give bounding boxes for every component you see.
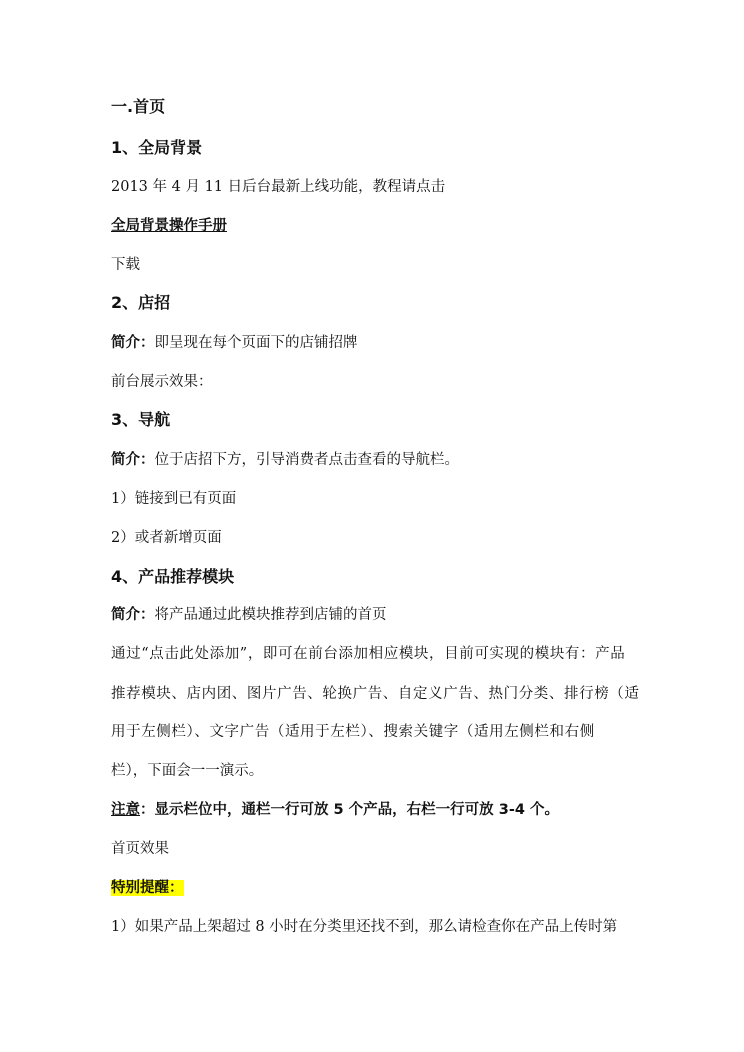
module-paragraph-line-2: 推荐模块、店内团、图片广告、轮换广告、自定义广告、热门分类、排行榜（适: [111, 686, 640, 702]
heading-product-recommend: 4、产品推荐模块: [111, 567, 235, 586]
store-sign-preview-label: 前台展示效果：: [111, 374, 213, 390]
intro-label: 简介：: [111, 607, 155, 623]
special-tip-item-1: 1）如果产品上架超过 8 小时在分类里还找不到，那么请检查你在产品上传时第: [111, 919, 618, 935]
intro-label: 简介：: [111, 335, 155, 351]
navigation-intro: [111, 450, 644, 470]
global-background-text: 2013 年 4 月 11 日后台最新上线功能，教程请点击: [111, 179, 446, 195]
module-paragraph-line-4: 栏），下面会一一演示。: [111, 763, 264, 779]
note-line: [111, 800, 644, 820]
intro-text: 即呈现在每个页面下的店铺招牌: [154, 335, 358, 351]
intro-text: 将产品通过此模块推荐到店铺的首页: [154, 607, 387, 623]
intro-text: 位于店招下方，引导消费者点击查看的导航栏。: [154, 452, 459, 468]
store-sign-intro: [111, 333, 644, 353]
intro-label: 简介：: [111, 452, 155, 468]
special-tip-label: 特别提醒：: [111, 880, 184, 896]
module-paragraph-line-3: 用于左侧栏）、文字广告（适用于左栏）、搜索关键字（适用左侧栏和右侧: [111, 724, 595, 740]
home-effect-label: 首页效果: [111, 841, 169, 857]
download-text: 下载: [111, 257, 140, 273]
section-title-home: 一.首页: [111, 97, 166, 116]
global-background-manual-link[interactable]: 全局背景操作手册: [111, 218, 227, 234]
special-tip-line: [111, 878, 644, 898]
product-recommend-intro: [111, 605, 644, 625]
module-paragraph-line-1: 通过“点击此处添加”，即可在前台添加相应模块，目前可实现的模块有：产品: [111, 646, 626, 662]
navigation-item-1: 1）链接到已有页面: [111, 491, 237, 507]
heading-store-sign: 2、店招: [111, 293, 171, 312]
navigation-item-2: 2）或者新增页面: [111, 530, 222, 546]
heading-navigation: 3、导航: [111, 410, 171, 429]
heading-global-background: 1、全局背景: [111, 138, 203, 157]
note-label: 注意: [111, 802, 140, 818]
note-text: ：显示栏位中，通栏一行可放 5 个产品，右栏一行可放 3-4 个。: [140, 802, 559, 818]
